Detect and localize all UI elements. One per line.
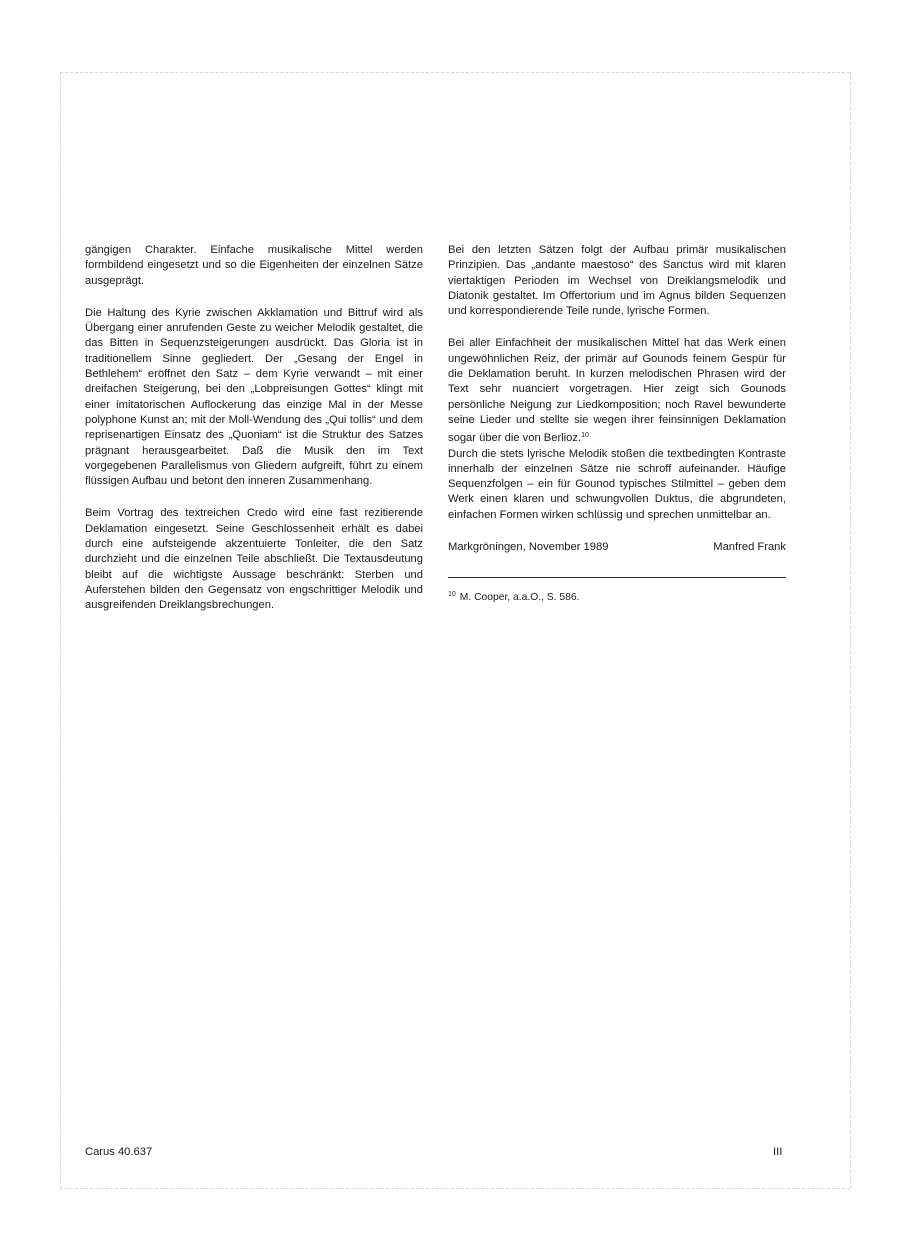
footnote-text: M. Cooper, a.a.O., S. 586.	[459, 592, 580, 604]
author-name: Manfred Frank	[713, 541, 786, 554]
paragraph	[448, 336, 786, 446]
page-frame-left	[60, 72, 61, 1188]
page-number: III	[773, 1146, 783, 1158]
place-date: Markgröningen, November 1989	[448, 541, 609, 554]
paragraph: gängigen Charakter. Einfache musikalische Mittel werden formbildend eingesetzt und so die Eigenheiten der einzelnen Sätze ausgeprägt.	[85, 244, 423, 287]
footnote-divider	[448, 577, 786, 578]
footnote-number: 10	[448, 591, 456, 599]
paragraph: Durch die stets lyrische Melodik stoßen die textbedingten Kontraste innerhalb der einzelnen Sätze nie schroff aufeinander. Häufige Sequenzfolgen – ein für Gounod typisches Stilmittel – geben dem Werk einen klaren und schwungvollen Duktus, die abgrundeten, einfachen Formen wirken schlüssig und sprechen unmittelbar an.	[448, 447, 786, 521]
paragraph: Bei den letzten Sätzen folgt der Aufbau primär musikalischen Prinzipien. Das „andante maestoso“ des Sanctus wird mit klaren viertaktigen Perioden im Wechsel von Dreiklangsmelodik und Diatonik gestaltet. Im Offertorium und im Agnus bilden Sequenzen und korrespondierende Teile runde, lyrische Formen.	[448, 244, 786, 318]
paragraph: Beim Vortrag des textreichen Credo wird eine fast rezitierende Deklamation eingesetzt. Seine Geschlossenheit erhält es dabei durch eine aufsteigende akzentuierte Tonleiter, die den Satz durchzieht und die einzelnen Teile abschließt. Die Textausdeutung bleibt auf die wichtigste Aussage beschränkt: Sterben und Auferstehen bilden den Gegensatz von engschrittiger Melodik und ausgreifenden Dreiklangsbrechungen.	[85, 507, 423, 612]
page-frame-top	[60, 72, 850, 73]
left-column	[85, 243, 423, 631]
footnote	[448, 588, 786, 604]
right-column	[448, 243, 786, 604]
paragraph: Die Haltung des Kyrie zwischen Akklamation und Bittruf wird als Übergang einer anrufenden Geste zu weicher Melodik gestaltet, die das Bitten in Sequenzsteigerungen ausdrückt. Das Gloria ist in traditionellem Sinne gegliedert. Der „Gesang der Engel in Bethlehem“ eröffnet den Satz – dem Kyrie verwandt – mit einer dreifachen Steigerung, bei den „Lobpreisungen Gottes“ klingt mit einer imitatorischen Auflockerung das einzige Mal in der Messe polyphone Kunst an; mit der Moll-Wendung des „Qui tollis“ und dem reprisenartigen Einsatz des „Quoniam“ ist die Struktur des Satzes prägnant herausgearbeitet. Daß die Musik den im Text vorgegebenen Parallelismus von Gliedern aufgreift, führt zu einem flüssigen Aufbau und betont den inneren Zusammenhang.	[85, 306, 423, 488]
signature-line	[448, 540, 786, 555]
footnote-reference[interactable]: 10	[581, 432, 589, 440]
page-frame-right	[850, 72, 851, 1188]
paragraph-text: Bei aller Einfachheit der musikalischen Mittel hat das Werk einen ungewöhnlichen Reiz, der primär auf Gounods feinem Gespür für die Deklamation beruht. In kurzen melodischen Phrasen wird der Text sehr nuanciert vorgetragen. Hier zeigt sich Gounods persönliche Neigung zur Liedkomposition; noch Ravel bewunderte seine Lieder und stellte sie wegen ihrer feinsinnigen Deklamation sogar über die von Berlioz.	[448, 337, 786, 445]
page-frame-bottom	[60, 1188, 850, 1189]
footer-catalog-number: Carus 40.637	[85, 1146, 153, 1158]
